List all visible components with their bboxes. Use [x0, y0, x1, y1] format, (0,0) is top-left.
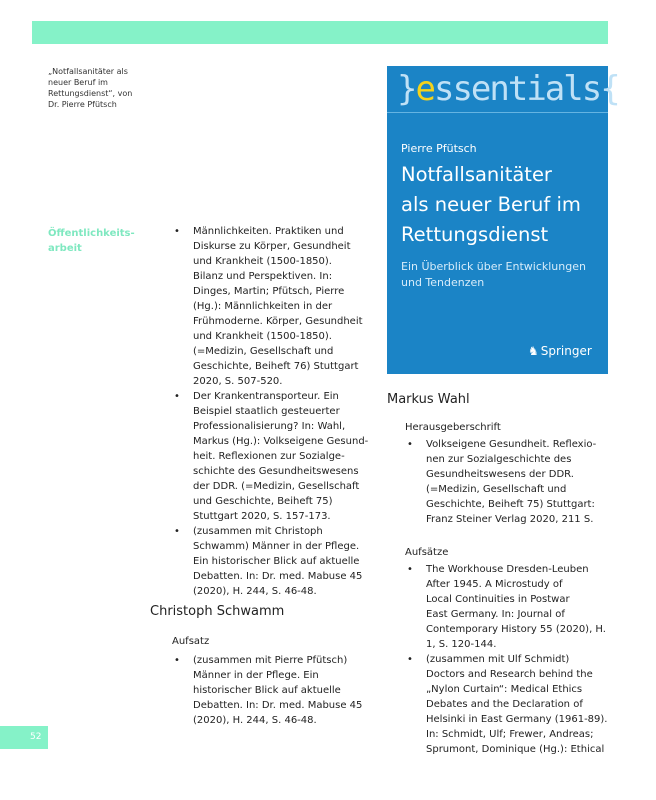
book-author: Pierre Pfütsch [401, 142, 477, 155]
list-item: • (zusammen mit Pierre Pfütsch) Männer in der Pflege. Ein historischer Blick auf aktuelle Debatten. In: Dr. med. Mabuse 45 (2020), H. 244, S. 46-48. [174, 655, 363, 726]
section-heading: Aufsatz [172, 636, 210, 647]
caption-line: „Notfallsanitäter als [48, 67, 128, 76]
book-subtitle: Ein Überblick über Entwicklungen und Tendenzen [401, 260, 586, 289]
publication-list-wahl [405, 420, 615, 757]
caption-line: Rettungsdienst“, von [48, 89, 133, 98]
springer-horse-icon: ♞ [528, 344, 539, 358]
page-number: 52 [0, 726, 48, 749]
book-title: Notfallsanitäter als neuer Beruf im Rettungsdienst [401, 163, 581, 246]
person-heading: Christoph Schwamm [150, 604, 285, 619]
publisher-logo: ♞ Springer [528, 344, 592, 358]
list-item: • The Workhouse Dresden-Leuben After 1945. A Microstudy of Local Continuities in Postwar East Germany. In: Journal of Contemporary History 55 (2020), H. 1, S. 120-144. [407, 564, 606, 650]
list-item: • Männlichkeiten. Praktiken und Diskurse zu Körper, Gesundheit und Krankheit (1500-1850). Bilanz und Perspektiven. In: Dinges, Martin; Pfütsch, Pierre (Hg.): Männlichkeiten in der Frühmoderne. Körper, Gesundheit und Krankheit (1500-1850). (=Medizin, Gesellschaft und Geschichte, Beiheft 76) Stuttgart 2020, S. 507-520. [174, 226, 363, 387]
list-item: • (zusammen mit Christoph Schwamm) Männer in der Pflege. Ein historischer Blick auf aktuelle Debatten. In: Dr. med. Mabuse 45 (2020), H. 244, S. 46-48. [174, 526, 363, 597]
image-caption [48, 66, 148, 110]
list-item: • (zusammen mit Ulf Schmidt) Doctors and Research behind the „Nylon Curtain“: Medical Ethics Debates and the Declaration of Helsinki in East Germany (1961-89). In: Schmidt, Ulf; Frewer, Andreas; Sprumont, Dominique (Hg.): Ethical [407, 654, 608, 755]
list-item: • Der Krankentransporteur. Ein Beispiel staatlich gesteuerter Professionalisierung? In: Wahl, Markus (Hg.): Volkseigene Gesund- heit. Reflexionen zur Sozialge- schichte des Gesundheitswesens der DDR. (=Medizin, Gesellschaft und Geschichte, Beiheft 75) Stuttgart 2020, S. 157-173. [174, 391, 369, 522]
section-heading: Aufsätze [405, 547, 449, 558]
person-heading: Markus Wahl [387, 392, 470, 407]
cover-divider [387, 112, 608, 113]
caption-line: Dr. Pierre Pfütsch [48, 100, 117, 109]
publication-list-schwamm [172, 634, 372, 728]
publication-list-pfuetsch [172, 224, 372, 599]
book-cover [387, 66, 619, 374]
section-side-label: Öffentlichkeits- arbeit [48, 228, 135, 254]
book-brand-logo: }essentials{ [397, 69, 619, 109]
caption-line: neuer Beruf im [48, 78, 108, 87]
header-bar [32, 21, 608, 44]
list-item: • Volkseigene Gesundheit. Reflexio- nen zur Sozialgeschichte des Gesundheitswesens der DDR. (=Medizin, Gesellschaft und Geschichte, Beiheft 75) Stuttgart: Franz Steiner Verlag 2020, 211 S. [407, 439, 597, 525]
section-heading: Herausgeberschrift [405, 422, 501, 433]
